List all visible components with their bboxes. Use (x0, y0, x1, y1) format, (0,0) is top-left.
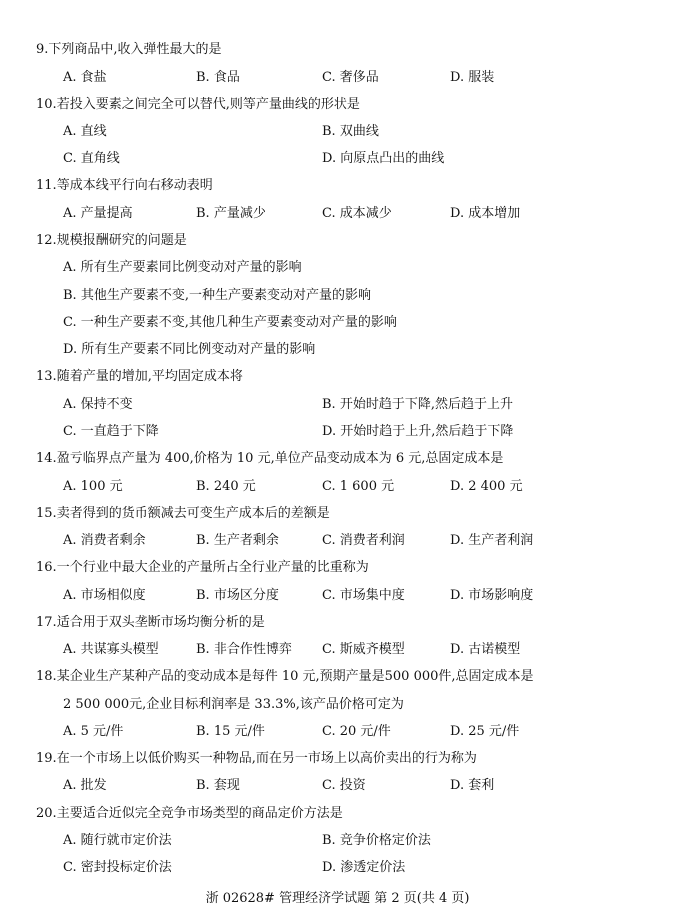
q15-option-a: A. 消费者剩余 (63, 533, 146, 548)
q13-option-b: B. 开始时趋于下降,然后趋于上升 (322, 397, 513, 412)
question-11: 11.等成本线平行向右移动表明 (36, 178, 213, 193)
q19-option-c: C. 投资 (322, 778, 366, 793)
q16-option-c: C. 市场集中度 (322, 588, 405, 603)
q11-option-b: B. 产量减少 (196, 206, 266, 221)
q9-option-d: D. 服装 (450, 70, 495, 85)
question-10: 10.若投入要素之间完全可以替代,则等产量曲线的形状是 (36, 97, 360, 112)
q14-option-a: A. 100 元 (63, 479, 123, 494)
q9-option-b: B. 食品 (196, 70, 240, 85)
q13-option-d: D. 开始时趋于上升,然后趋于下降 (322, 424, 514, 439)
question-14: 14.盈亏临界点产量为 400,价格为 10 元,单位产品变动成本为 6 元,总固定成本是 (36, 451, 504, 466)
question-18: 18.某企业生产某种产品的变动成本是每件 10 元,预期产量是500 000件,总固定成本是 (36, 669, 534, 684)
question-9: 9.下列商品中,收入弹性最大的是 (36, 42, 222, 57)
question-18-continued: 2 500 000元,企业目标利润率是 33.3%,该产品价格可定为 (63, 697, 404, 712)
q12-option-c: C. 一种生产要素不变,其他几种生产要素变动对产量的影响 (63, 315, 397, 330)
q13-option-a: A. 保持不变 (63, 397, 133, 412)
q10-option-d: D. 向原点凸出的曲线 (322, 151, 445, 166)
q12-option-b: B. 其他生产要素不变,一种生产要素变动对产量的影响 (63, 288, 371, 303)
q17-option-a: A. 共谋寡头模型 (63, 642, 159, 657)
q18-option-d: D. 25 元/件 (450, 724, 520, 739)
question-20: 20.主要适合近似完全竞争市场类型的商品定价方法是 (36, 806, 343, 821)
q9-option-c: C. 奢侈品 (322, 70, 379, 85)
page-footer: 浙 02628# 管理经济学试题 第 2 页(共 4 页) (205, 891, 470, 906)
q20-option-d: D. 渗透定价法 (322, 860, 406, 875)
question-13: 13.随着产量的增加,平均固定成本将 (36, 369, 243, 384)
q15-option-d: D. 生产者利润 (450, 533, 534, 548)
q18-option-b: B. 15 元/件 (196, 724, 265, 739)
q20-option-c: C. 密封投标定价法 (63, 860, 172, 875)
q19-option-a: A. 批发 (63, 778, 107, 793)
question-15: 15.卖者得到的货币额减去可变生产成本后的差额是 (36, 506, 330, 521)
q17-option-b: B. 非合作性博弈 (196, 642, 292, 657)
q10-option-a: A. 直线 (63, 124, 107, 139)
q19-option-d: D. 套利 (450, 778, 495, 793)
q11-option-d: D. 成本增加 (450, 206, 521, 221)
q10-option-b: B. 双曲线 (322, 124, 379, 139)
q16-option-a: A. 市场相似度 (63, 588, 146, 603)
question-17: 17.适合用于双头垄断市场均衡分析的是 (36, 615, 265, 630)
question-12: 12.规模报酬研究的问题是 (36, 233, 187, 248)
question-16: 16.一个行业中最大企业的产量所占全行业产量的比重称为 (36, 560, 369, 575)
q11-option-a: A. 产量提高 (63, 206, 133, 221)
q9-option-a: A. 食盐 (63, 70, 107, 85)
q13-option-c: C. 一直趋于下降 (63, 424, 159, 439)
q11-option-c: C. 成本减少 (322, 206, 392, 221)
q10-option-c: C. 直角线 (63, 151, 120, 166)
q12-option-d: D. 所有生产要素不同比例变动对产量的影响 (63, 342, 316, 357)
q19-option-b: B. 套现 (196, 778, 240, 793)
q12-option-a: A. 所有生产要素同比例变动对产量的影响 (63, 260, 302, 275)
question-19: 19.在一个市场上以低价购买一种物品,而在另一市场上以高价卖出的行为称为 (36, 751, 477, 766)
q20-option-b: B. 竞争价格定价法 (322, 833, 431, 848)
q15-option-c: C. 消费者利润 (322, 533, 405, 548)
q14-option-c: C. 1 600 元 (322, 479, 395, 494)
q20-option-a: A. 随行就市定价法 (63, 833, 172, 848)
q14-option-d: D. 2 400 元 (450, 479, 523, 494)
q18-option-c: C. 20 元/件 (322, 724, 391, 739)
q15-option-b: B. 生产者剩余 (196, 533, 279, 548)
q16-option-b: B. 市场区分度 (196, 588, 279, 603)
q17-option-c: C. 斯威齐模型 (322, 642, 405, 657)
q16-option-d: D. 市场影响度 (450, 588, 534, 603)
q14-option-b: B. 240 元 (196, 479, 256, 494)
q17-option-d: D. 古诺模型 (450, 642, 521, 657)
q18-option-a: A. 5 元/件 (63, 724, 124, 739)
